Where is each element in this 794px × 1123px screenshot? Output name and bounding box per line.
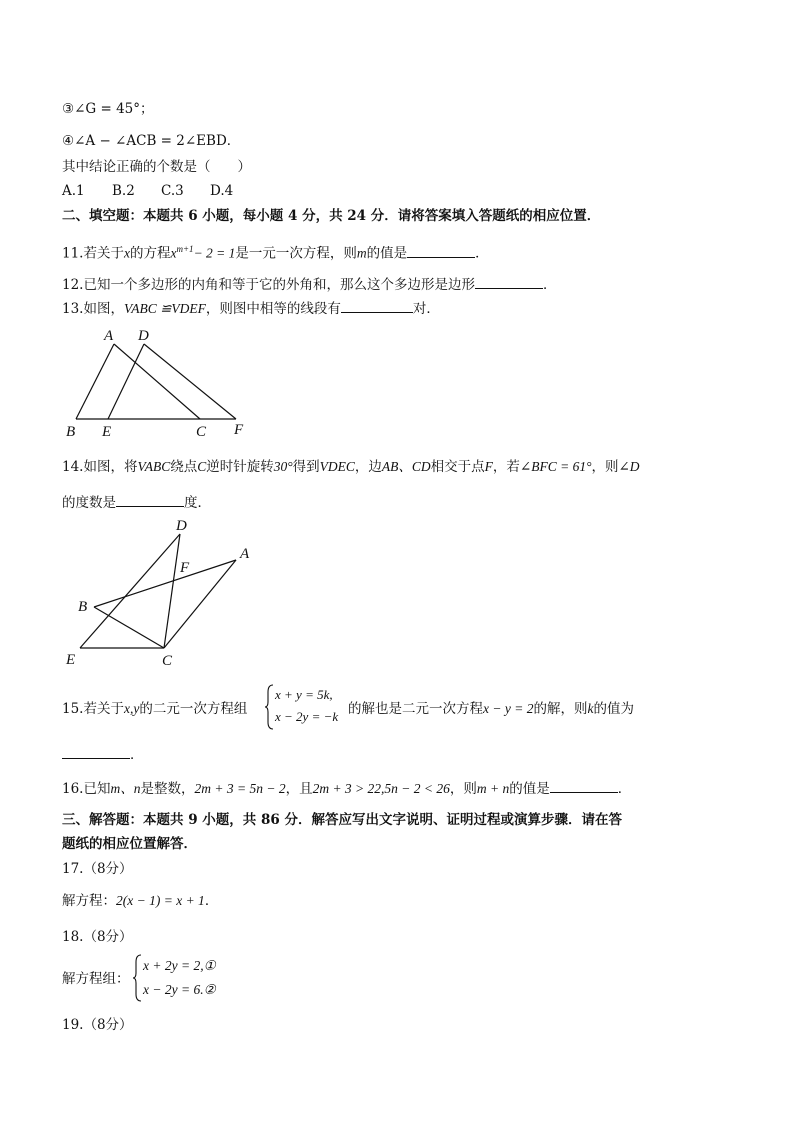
q14-line2-text: 的度数是 [62,495,116,511]
q14-pre: 14.如图，将 [62,459,138,475]
q15-mid: 的二元一次方程组 [139,701,248,717]
q13-answer-blank[interactable] [341,298,413,313]
fig2-label-b: B [78,599,88,615]
q14-angle: 30° [273,459,293,474]
section3-heading-line1: 三、解答题：本题共 9 小题，共 86 分．解答应写出文字说明、证明过程或演算步骤．请在答 [62,812,622,828]
q14-var-c: C [197,459,207,474]
q17-title: 17.（8分） [62,861,133,877]
q14-line2 [62,492,211,512]
q15-post3: 的值为 [593,701,634,717]
q13-pre: 13.如图， [62,301,124,317]
q10-option-a: A.1 [62,183,85,199]
fig2-label-a: A [240,546,250,562]
q14-mid1: 绕点 [170,459,198,475]
q13-expr: VABC ≌VDEF [123,301,206,316]
q14-mid3: 得到 [292,459,320,475]
q14-end: 度． [184,495,211,511]
fig1-label-b: B [66,424,76,440]
q12-text: 12.已知一个多边形的内角和等于它的外角和，那么这个多边形是边形 [62,277,475,293]
q16-ineq: 2m + 3 > 22,5n − 2 < 26 [312,781,450,796]
q12-end: ． [542,277,557,293]
q11 [62,240,489,263]
q14-mid4: ，边 [354,459,382,475]
fig1-label-e: E [102,424,112,440]
q15-post: 的解也是二元一次方程 [348,701,483,717]
q14-expr2: VDEC [319,459,355,474]
fig2-label-e: E [66,652,76,668]
q10-item4: ④∠A − ∠ACB = 2∠EBD． [62,133,241,149]
q15-eq1: x + y = 5k, [275,687,333,702]
q16-end: ． [617,781,632,797]
q16-answer-blank[interactable] [550,778,618,793]
fig2-label-c: C [162,653,173,669]
q14-cond: ∠BFC = 61° [519,459,592,474]
section3-heading-line2: 题纸的相应位置解答． [62,836,197,852]
fig1-label-c: C [196,424,207,440]
q14-mid2: 逆时针旋转 [206,459,274,475]
fig2-label-f: F [180,560,190,576]
q15-end: ． [130,747,144,763]
section2-heading: 二、填空题：本题共 6 小题，每小题 4 分，共 24 分．请将答案填入答题纸的相应位置． [62,208,601,224]
fig2-seg-bc [94,607,164,648]
q15-line1-cont [348,700,634,718]
q11-expr-sup: m+1 [176,244,194,254]
q16 [62,778,631,798]
q11-expr-base: x [170,245,177,261]
q10-option-d: D.4 [210,183,234,199]
q16-eq: 2m + 3 = 5n − 2 [194,781,286,796]
q15-eq2: x − 2y = −k [275,709,339,724]
q14-line1 [62,458,640,476]
q17-pre: 解方程： [62,893,116,909]
q12 [62,274,556,294]
q15-line2 [62,744,144,764]
q16-post: 的值是 [509,781,550,797]
q14-var-d: D [629,459,640,474]
q15-answer-blank[interactable] [62,744,130,759]
q18-system [132,954,242,1002]
q14-expr1: VABC [137,459,171,474]
fig1-label-f: F [234,422,244,438]
q16-mid2: ，且 [285,781,313,797]
fig1-label-d: D [138,328,149,344]
fig1-seg-ab [76,344,114,419]
q15-vars: x,y [123,701,140,716]
q13-post: ，则图中相等的线段有 [205,301,341,317]
q14-mid6: ，若 [492,459,520,475]
q18-eq1: x + 2y = 2,① [143,958,216,973]
q12-answer-blank[interactable] [475,274,543,289]
q18-title: 18.（8分） [62,929,133,945]
q11-post2: 的值是 [366,245,408,262]
q15-line1 [62,700,247,718]
q14-answer-blank[interactable] [116,492,184,507]
q15-eq3: x − y = 2 [483,701,534,716]
q11-post: 是一元一次方程，则 [235,245,357,262]
q17-body [62,892,218,910]
q16-mid3: ，则 [449,781,477,797]
q15-system [264,684,346,730]
q16-expr: m + n [476,781,510,796]
q11-end: ． [475,245,489,262]
q15-pre: 15.若关于 [62,701,124,717]
q11-var-m: m [356,245,367,261]
q14-var-f: F [484,459,493,474]
q14-seg: AB、CD [381,459,431,474]
figure-triangles-abc-def [60,322,260,442]
q18-brace-icon [132,954,142,1002]
q14-mid7: ，则∠ [591,459,630,475]
q10-option-c: C.3 [161,183,184,199]
q14-mid5: 相交于点 [430,459,485,475]
q10-item3: ③∠G = 45°； [62,101,154,117]
q10-option-b: B.2 [112,183,135,199]
fig2-seg-ba [94,560,236,607]
q18-pre: 解方程组： [62,971,130,987]
q18-eq2: x − 2y = 6.② [143,982,216,997]
q16-vars: m、n [110,781,141,796]
fig2-seg-de [80,534,180,648]
q11-mid: 的方程 [129,245,171,262]
q17-end: ． [204,893,219,909]
fig2-label-d: D [176,518,187,534]
q15-brace-icon [264,684,274,730]
fig1-label-a: A [104,328,114,344]
q10-question: 其中结论正确的个数是（ ） [62,159,251,175]
figure-rotated-triangles [60,514,260,674]
q11-expr-rest: − 2 = 1 [193,245,236,261]
q11-answer-blank[interactable] [407,243,475,258]
q15-var-k: k [587,701,594,716]
q11-var-x: x [123,245,130,261]
q11-pre: 11.若关于 [62,245,124,262]
q15-post2: 的解，则 [533,701,588,717]
q16-mid: 是整数， [140,781,195,797]
q19-title: 19.（8分） [62,1017,133,1033]
q16-pre: 16.已知 [62,781,111,797]
q17-eq: 2(x − 1) = x + 1 [116,893,205,908]
q13 [62,298,440,318]
q13-end: 对． [412,301,440,317]
